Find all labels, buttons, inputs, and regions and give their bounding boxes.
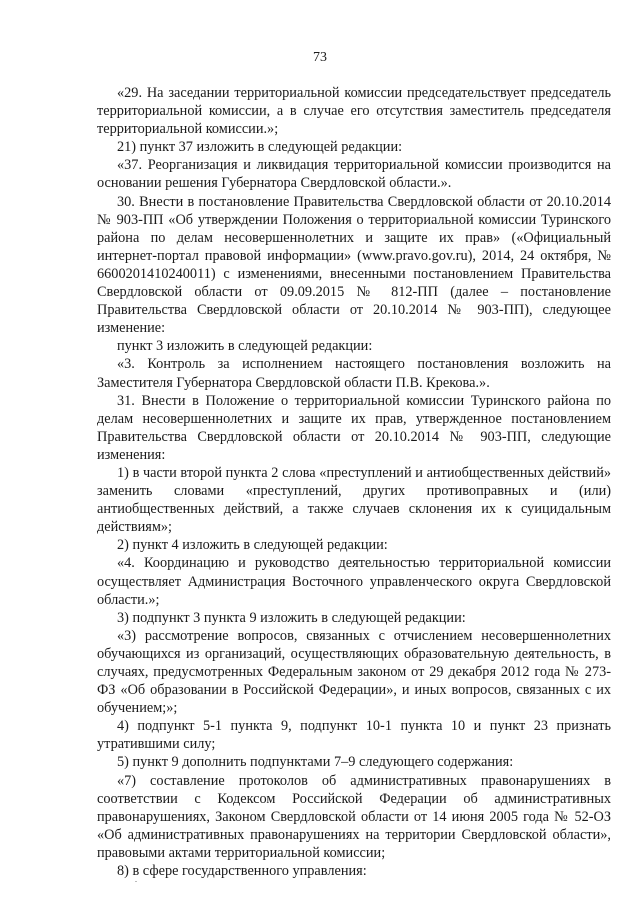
paragraph-item-31: 31. Внести в Положение о территориальной комиссии Туринского района по делам несовершеннолетних и защите их прав, утвержденное постановлением Правительства Свердловской области от 20.10.2014 № 903-ПП, следующие изменения: — [97, 392, 611, 463]
paragraph-subitem-3: 3) подпункт 3 пункта 9 изложить в следующей редакции: — [117, 609, 466, 626]
paragraph-3-quote: «3. Контроль за исполнением настоящего постановления возложить на Заместителя Губернатора Свердловской области П.В. Крекова.». — [97, 356, 611, 391]
paragraph-point-3: пункт 3 изложить в следующей редакции: — [117, 338, 373, 355]
paragraph-subitem-2: 2) пункт 4 изложить в следующей редакции: — [117, 537, 388, 554]
paragraph-subitem-5: 5) пункт 9 дополнить подпунктами 7–9 следующего содержания: — [117, 754, 514, 771]
paragraph-3-subpoint-quote: «3) рассмотрение вопросов, связанных с отчислением несовершеннолетних обучающихся из организаций, осуществляющих образовательную деятельность, в случаях, предусмотренных Федеральным законом от 29 декабря 2012 года № 273-ФЗ «Об образовании в Российской Федерации», и иных вопросов, связанных с их обучением;»; — [97, 627, 611, 717]
paragraph-item-21: 21) пункт 37 изложить в следующей редакции: — [117, 139, 403, 156]
page-number: 73 — [313, 50, 327, 65]
paragraph-29-quote: «29. На заседании территориальной комиссии председательствует председатель территориальной комиссии, а в случае его отсутствия заместитель председателя территориальной комиссии.»; — [97, 85, 611, 138]
paragraph-8: 8) в сфере государственного управления: — [117, 863, 367, 880]
document-body — [97, 84, 611, 880]
scan-speck — [135, 881, 137, 882]
paragraph-item-30: 30. Внести в постановление Правительства Свердловской области от 20.10.2014 № 903-ПП «Об утверждении Положения о территориальной комиссии Туринского района по делам несовершеннолетних и защите их прав» («Официальный интернет-портал правовой информации» (www.pravo.gov.ru), 2014, 24 октября, № 6600201410240011) с изменениями, внесенными постановлением Правительства Свердловской области от 09.09.2015 № 812-ПП (далее – постановление Правительства Свердловской области от 20.10.2014 № 903-ПП), следующее изменение: — [97, 193, 611, 337]
paragraph-4-quote: «4. Координацию и руководство деятельностью территориальной комиссии осуществляет Администрация Восточного управленческого округа Свердловской области.»; — [97, 555, 611, 608]
paragraph-subitem-1: 1) в части второй пункта 2 слова «преступлений и антиобщественных действий» заменить словами «преступлений, других противоправных и (или) антиобщественных действий, а также случаев склонения их к суицидальным действиям»; — [97, 464, 611, 536]
paragraph-7-quote: «7) составление протоколов об административных правонарушениях в соответствии с Кодексом Российской Федерации об административных правонарушениях, Законом Свердловской области от 14 июня 2005 года № 52-ОЗ «Об административных правонарушениях на территории Свердловской области», правовыми актами территориальной комиссии; — [97, 772, 611, 861]
paragraph-37-quote: «37. Реорганизация и ликвидация территориальной комиссии производится на основании решения Губернатора Свердловской области.». — [97, 157, 611, 192]
paragraph-subitem-4: 4) подпункт 5-1 пункта 9, подпункт 10-1 пункта 10 и пункт 23 признать утратившими силу; — [97, 718, 611, 753]
